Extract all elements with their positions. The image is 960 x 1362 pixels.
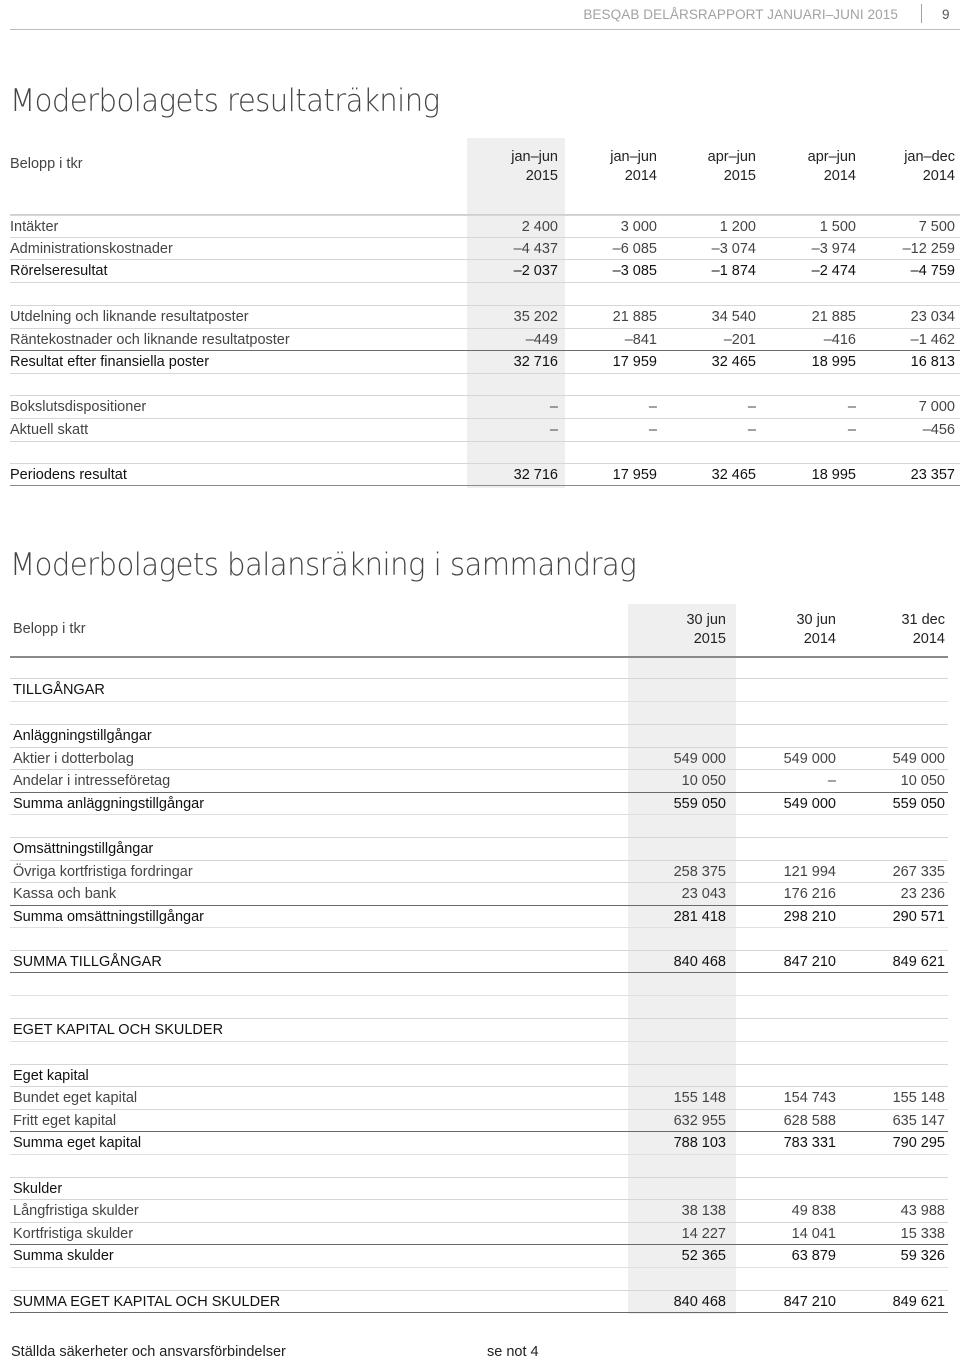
row-value: – xyxy=(847,399,856,415)
row-label: Aktuell skatt xyxy=(10,422,89,438)
row-value: – xyxy=(827,773,836,789)
row-value: 32 465 xyxy=(711,467,756,483)
row-label: Anläggningstillgångar xyxy=(13,728,152,744)
row-value xyxy=(732,679,836,701)
row-value: 849 621 xyxy=(892,954,945,970)
column-header-period: apr–jun xyxy=(707,149,756,165)
row-value: 49 838 xyxy=(791,1203,836,1219)
row-value: 783 331 xyxy=(783,1135,836,1151)
table-row xyxy=(10,724,948,746)
row-value: 790 295 xyxy=(892,1135,945,1151)
row-value xyxy=(732,838,836,860)
row-value: – xyxy=(847,422,856,438)
table-row xyxy=(10,905,948,927)
row-value: 3 000 xyxy=(620,219,657,235)
row-value: 635 147 xyxy=(892,1113,945,1129)
spacer-rule xyxy=(10,814,948,815)
row-value: –4 759 xyxy=(910,263,955,279)
row-value: 121 994 xyxy=(783,864,836,880)
row-value: 7 000 xyxy=(918,399,955,415)
column-header-year: 2015 xyxy=(525,168,558,184)
header-rule xyxy=(10,29,960,30)
table-row xyxy=(10,837,948,859)
row-label: Rörelseresultat xyxy=(10,263,108,279)
row-value: 290 571 xyxy=(892,909,945,925)
row-label: Aktier i dotterbolag xyxy=(13,751,134,767)
table-row xyxy=(10,215,960,237)
column-header-year: 2015 xyxy=(723,168,756,184)
row-value: 63 879 xyxy=(791,1248,836,1264)
header-separator xyxy=(921,4,922,23)
row-value: 155 148 xyxy=(892,1090,945,1106)
row-value: 32 465 xyxy=(711,354,756,370)
column-header-period: jan–jun xyxy=(511,149,558,165)
column-header-year: 2014 xyxy=(803,631,836,647)
row-value xyxy=(622,1019,726,1041)
column-header-period: jan–dec xyxy=(904,149,955,165)
table-row xyxy=(10,950,948,972)
row-value: 1 500 xyxy=(819,219,856,235)
table-row xyxy=(10,463,960,485)
row-label: Periodens resultat xyxy=(10,467,127,483)
row-value: –2 474 xyxy=(811,263,856,279)
row-value xyxy=(732,1019,836,1041)
table-row xyxy=(10,860,948,882)
unit-label: Belopp i tkr xyxy=(13,621,86,637)
spacer-rule xyxy=(10,1041,948,1042)
row-value: – xyxy=(648,422,657,438)
row-value: 549 000 xyxy=(673,751,726,767)
row-value: 43 988 xyxy=(900,1203,945,1219)
row-value: 17 959 xyxy=(612,354,657,370)
row-value: –3 974 xyxy=(811,241,856,257)
table-row xyxy=(10,1244,948,1266)
row-value xyxy=(622,1178,726,1200)
table-row xyxy=(10,418,960,440)
group-rule xyxy=(10,373,960,374)
row-label: Kassa och bank xyxy=(13,886,117,902)
balance-sheet-title: Moderbolagets balansräkning i sammandrag xyxy=(10,547,637,583)
row-value: 258 375 xyxy=(673,864,726,880)
row-label: SUMMA EGET KAPITAL OCH SKULDER xyxy=(13,1294,281,1310)
column-header-year: 2014 xyxy=(922,168,955,184)
column-header-year: 2015 xyxy=(693,631,726,647)
row-value: 21 885 xyxy=(612,309,657,325)
row-value: 16 813 xyxy=(910,354,955,370)
row-value: –456 xyxy=(922,422,955,438)
row-label: Kortfristiga skulder xyxy=(13,1226,134,1242)
row-value: 52 365 xyxy=(681,1248,726,1264)
row-value: 847 210 xyxy=(783,954,836,970)
row-value xyxy=(732,725,836,747)
row-value: 788 103 xyxy=(673,1135,726,1151)
column-header xyxy=(563,148,657,186)
row-value: 632 955 xyxy=(673,1113,726,1129)
row-value: 23 357 xyxy=(910,467,955,483)
column-header-year: 2014 xyxy=(624,168,657,184)
row-value: 281 418 xyxy=(673,909,726,925)
row-value xyxy=(841,679,945,701)
row-value: 34 540 xyxy=(711,309,756,325)
page-number: 9 xyxy=(942,7,950,22)
table-row xyxy=(10,350,960,372)
row-value xyxy=(622,1065,726,1087)
table-row xyxy=(10,305,960,327)
row-value: 14 227 xyxy=(681,1226,726,1242)
row-value: 267 335 xyxy=(892,864,945,880)
column-header xyxy=(622,611,726,649)
row-value: –841 xyxy=(624,332,657,348)
row-value: 7 500 xyxy=(918,219,955,235)
row-label: EGET KAPITAL OCH SKULDER xyxy=(13,1022,224,1038)
row-value: –2 037 xyxy=(513,263,558,279)
row-value xyxy=(622,725,726,747)
row-value: 559 050 xyxy=(892,796,945,812)
column-header-date: 31 dec xyxy=(901,612,945,628)
table-row xyxy=(10,1018,948,1040)
row-value: –1 462 xyxy=(910,332,955,348)
table-row xyxy=(10,259,960,281)
group-rule xyxy=(10,282,960,283)
row-value: 559 050 xyxy=(673,796,726,812)
row-value: –12 259 xyxy=(902,241,955,257)
column-header-period: apr–jun xyxy=(807,149,856,165)
page-header xyxy=(0,0,960,30)
row-label: Skulder xyxy=(13,1181,63,1197)
row-value: 176 216 xyxy=(783,886,836,902)
row-label: Summa omsättningstillgångar xyxy=(13,909,205,925)
row-value: 155 148 xyxy=(673,1090,726,1106)
report-title: BESQAB DELÅRSRAPPORT JANUARI–JUNI 2015 xyxy=(583,7,898,22)
footnote-label: Ställda säkerheter och ansvarsförbindelser xyxy=(11,1344,286,1360)
row-label: Summa skulder xyxy=(13,1248,114,1264)
column-header xyxy=(762,148,856,186)
column-header-year: 2014 xyxy=(912,631,945,647)
row-label: Fritt eget kapital xyxy=(13,1113,117,1129)
row-value: 59 326 xyxy=(900,1248,945,1264)
row-value xyxy=(622,838,726,860)
footnote xyxy=(11,1344,539,1360)
footnote-reference: se not 4 xyxy=(487,1344,539,1360)
table-row xyxy=(10,1177,948,1199)
row-value: 32 716 xyxy=(513,467,558,483)
balance-sheet-table xyxy=(10,604,948,1314)
summary-rule xyxy=(10,1312,948,1313)
row-label: Övriga kortfristiga fordringar xyxy=(13,864,193,880)
row-label: Intäkter xyxy=(10,219,59,235)
table-row xyxy=(10,747,948,769)
row-value: 17 959 xyxy=(612,467,657,483)
row-value: 18 995 xyxy=(811,354,856,370)
row-value: 35 202 xyxy=(513,309,558,325)
row-value: –3 074 xyxy=(711,241,756,257)
header-rule xyxy=(10,656,948,658)
row-value: 154 743 xyxy=(783,1090,836,1106)
row-value: 2 400 xyxy=(521,219,558,235)
row-value: 23 034 xyxy=(910,309,955,325)
row-value xyxy=(841,838,945,860)
table-row xyxy=(10,1131,948,1153)
row-value: – xyxy=(747,422,756,438)
row-value: 840 468 xyxy=(673,954,726,970)
column-header xyxy=(841,611,945,649)
row-value: 14 041 xyxy=(791,1226,836,1242)
income-statement-title: Moderbolagets resultaträkning xyxy=(10,83,440,119)
row-value xyxy=(732,1178,836,1200)
row-value: – xyxy=(549,399,558,415)
row-value: 23 236 xyxy=(900,886,945,902)
summary-rule xyxy=(10,972,948,973)
column-header-year: 2014 xyxy=(823,168,856,184)
row-value: 23 043 xyxy=(681,886,726,902)
column-header xyxy=(662,148,756,186)
row-value: 628 588 xyxy=(783,1113,836,1129)
row-label: Eget kapital xyxy=(13,1068,89,1084)
bottom-rule xyxy=(10,485,960,486)
row-value: – xyxy=(648,399,657,415)
row-label: Utdelning och liknande resultatposter xyxy=(10,309,249,325)
row-value xyxy=(841,1065,945,1087)
row-value xyxy=(841,1178,945,1200)
row-label: SUMMA TILLGÅNGAR xyxy=(13,954,162,970)
row-label: Räntekostnader och liknande resultatposter xyxy=(10,332,290,348)
row-value: 38 138 xyxy=(681,1203,726,1219)
row-value: 847 210 xyxy=(783,1294,836,1310)
row-value: – xyxy=(747,399,756,415)
table-row xyxy=(10,237,960,259)
row-value: 32 716 xyxy=(513,354,558,370)
spacer-rule xyxy=(10,701,948,702)
row-value: –3 085 xyxy=(612,263,657,279)
row-value: 298 210 xyxy=(783,909,836,925)
unit-label: Belopp i tkr xyxy=(10,156,83,172)
table-row xyxy=(10,678,948,700)
row-label: Omsättningstillgångar xyxy=(13,841,154,857)
row-value: –4 437 xyxy=(513,241,558,257)
row-value: –6 085 xyxy=(612,241,657,257)
column-header-date: 30 jun xyxy=(686,612,726,628)
row-label: Administrationskostnader xyxy=(10,241,173,257)
column-header xyxy=(464,148,558,186)
row-value xyxy=(732,1065,836,1087)
row-value: 21 885 xyxy=(811,309,856,325)
table-row xyxy=(10,1109,948,1131)
group-rule xyxy=(10,441,960,442)
row-value xyxy=(841,725,945,747)
row-value: –1 874 xyxy=(711,263,756,279)
spacer-rule xyxy=(10,1154,948,1155)
table-row xyxy=(10,882,948,904)
row-value: 549 000 xyxy=(892,751,945,767)
row-label: Långfristiga skulder xyxy=(13,1203,139,1219)
row-label: TILLGÅNGAR xyxy=(13,682,105,698)
row-value: –449 xyxy=(525,332,558,348)
income-statement-table xyxy=(10,138,960,488)
row-value xyxy=(622,679,726,701)
row-value: 10 050 xyxy=(681,773,726,789)
table-row xyxy=(10,769,948,791)
row-value: – xyxy=(549,422,558,438)
row-value: 1 200 xyxy=(719,219,756,235)
row-value: 549 000 xyxy=(783,796,836,812)
row-label: Summa anläggningstillgångar xyxy=(13,796,205,812)
row-value: 18 995 xyxy=(811,467,856,483)
row-value: 849 621 xyxy=(892,1294,945,1310)
row-label: Bundet eget kapital xyxy=(13,1090,138,1106)
spacer-rule xyxy=(10,995,948,996)
row-value: –416 xyxy=(823,332,856,348)
row-value: –201 xyxy=(723,332,756,348)
row-value: 549 000 xyxy=(783,751,836,767)
row-value: 840 468 xyxy=(673,1294,726,1310)
column-header xyxy=(732,611,836,649)
spacer-rule xyxy=(10,1267,948,1268)
column-header xyxy=(861,148,955,186)
spacer-rule xyxy=(10,927,948,928)
row-label: Resultat efter finansiella poster xyxy=(10,354,210,370)
table-row xyxy=(10,1064,948,1086)
column-header-date: 30 jun xyxy=(796,612,836,628)
table-row xyxy=(10,328,960,350)
table-row xyxy=(10,1086,948,1108)
table-row xyxy=(10,1290,948,1312)
table-row xyxy=(10,792,948,814)
row-value xyxy=(841,1019,945,1041)
row-label: Summa eget kapital xyxy=(13,1135,142,1151)
row-value: 15 338 xyxy=(900,1226,945,1242)
row-value: 10 050 xyxy=(900,773,945,789)
column-header-period: jan–jun xyxy=(610,149,657,165)
row-label: Andelar i intresseföretag xyxy=(13,773,171,789)
table-row xyxy=(10,1222,948,1244)
table-row xyxy=(10,1199,948,1221)
row-label: Bokslutsdispositioner xyxy=(10,399,147,415)
table-row xyxy=(10,395,960,417)
